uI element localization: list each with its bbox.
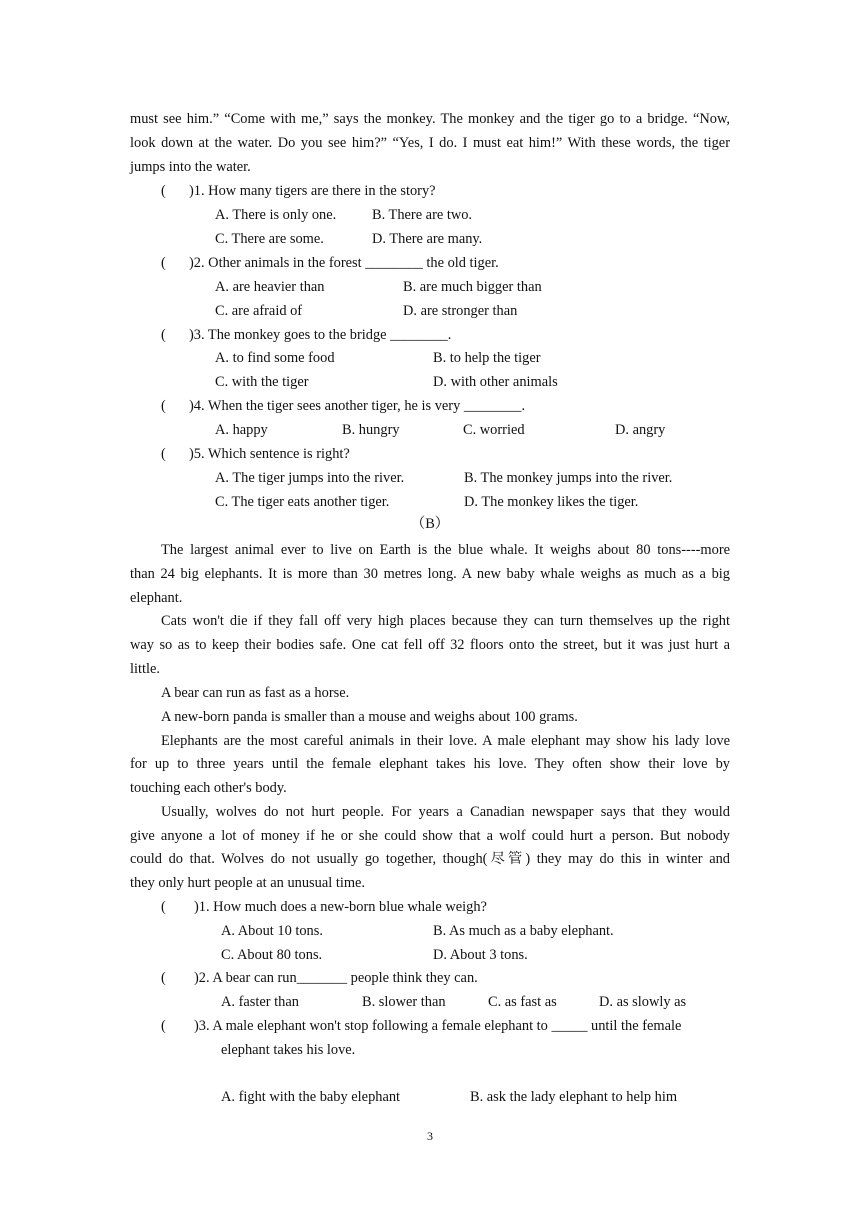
option-b: B. ask the lady elephant to help him <box>470 1089 678 1105</box>
answer-paren: ( <box>161 183 166 199</box>
answer-paren: ( <box>161 446 166 462</box>
option-c: C. About 80 tons. <box>221 947 323 963</box>
question-stem: )1. How many tigers are there in the story? <box>189 183 436 199</box>
option-a: A. are heavier than <box>215 279 325 295</box>
option-c: C. are afraid of <box>215 303 303 319</box>
option-c: C. There are some. <box>215 231 324 247</box>
passage-line: they only hurt people at an unusual time. <box>130 875 365 891</box>
passage-line: than 24 big elephants. It is more than 30 metres long. A new baby whale weighs as much as a big <box>130 566 730 582</box>
option-d: D. The monkey likes the tiger. <box>464 494 639 510</box>
option-a: A. happy <box>215 422 268 438</box>
option-b: B. to help the tiger <box>433 350 541 366</box>
option-a: A. There is only one. <box>215 207 337 223</box>
answer-paren: ( <box>161 899 166 915</box>
passage-line: The largest animal ever to live on Earth is the blue whale. It weighs about 80 tons----more <box>161 542 730 558</box>
question-stem: )2. Other animals in the forest ________ the old tiger. <box>189 255 499 271</box>
passage-line: for up to three years until the female elephant takes his love. They often show their love by <box>130 756 730 772</box>
question-stem: )5. Which sentence is right? <box>189 446 350 462</box>
passage-line: touching each other's body. <box>130 780 287 796</box>
option-b: B. hungry <box>342 422 400 438</box>
passage-line: jumps into the water. <box>130 159 251 175</box>
answer-paren: ( <box>161 970 166 986</box>
passage-line: Usually, wolves do not hurt people. For years a Canadian newspaper says that they would <box>161 804 730 820</box>
option-d: D. with other animals <box>433 374 558 390</box>
passage-line: Elephants are the most careful animals in their love. A male elephant may show his lady love <box>161 733 730 749</box>
answer-paren: ( <box>161 327 166 343</box>
option-a: A. About 10 tons. <box>221 923 323 939</box>
option-a: A. to find some food <box>215 350 335 366</box>
passage-line: way so as to keep their bodies safe. One cat fell off 32 floors onto the street, but it was just hurt a <box>130 637 730 653</box>
passage-line: elephant. <box>130 590 183 606</box>
passage-line: give anyone a lot of money if he or she could show that a wolf could hurt a person. But nobody <box>130 828 730 844</box>
question-stem: )4. When the tiger sees another tiger, he is very ________. <box>189 398 526 414</box>
question-stem: )3. A male elephant won't stop following a female elephant to _____ until the female <box>194 1018 682 1034</box>
option-b: B. are much bigger than <box>403 279 542 295</box>
question-stem: )3. The monkey goes to the bridge ________. <box>189 327 452 343</box>
passage-line: little. <box>130 661 160 677</box>
section-heading: （B） <box>410 516 450 532</box>
option-d: D. About 3 tons. <box>433 947 528 963</box>
option-c: C. as fast as <box>488 994 557 1010</box>
option-a: A. faster than <box>221 994 299 1010</box>
option-b: B. As much as a baby elephant. <box>433 923 614 939</box>
passage-line: A new-born panda is smaller than a mouse and weighs about 100 grams. <box>161 709 578 725</box>
passage-line: Cats won't die if they fall off very high places because they can turn themselves up the right <box>161 613 730 629</box>
question-stem: )1. How much does a new-born blue whale weigh? <box>194 899 487 915</box>
passage-line: could do that. Wolves do not usually go together, though(尽管) they may do this in winter and <box>130 851 730 867</box>
passage-line: look down at the water. Do you see him?” “Yes, I do. I must eat him!” With these words, the tiger <box>130 135 730 151</box>
question-stem: )2. A bear can run_______ people think they can. <box>194 970 478 986</box>
option-c: C. worried <box>463 422 525 438</box>
option-a: A. The tiger jumps into the river. <box>215 470 405 486</box>
option-b: B. slower than <box>362 994 446 1010</box>
page-number: 3 <box>427 1129 433 1143</box>
passage-line: must see him.” “Come with me,” says the monkey. The monkey and the tiger go to a bridge. “Now, <box>130 111 730 127</box>
option-c: C. The tiger eats another tiger. <box>215 494 390 510</box>
option-d: D. as slowly as <box>599 994 687 1010</box>
option-d: D. are stronger than <box>403 303 518 319</box>
answer-paren: ( <box>161 1018 166 1034</box>
option-b: B. The monkey jumps into the river. <box>464 470 673 486</box>
passage-line: A bear can run as fast as a horse. <box>161 685 350 701</box>
option-d: D. angry <box>615 422 666 438</box>
option-a: A. fight with the baby elephant <box>221 1089 401 1105</box>
question-stem-continued: elephant takes his love. <box>221 1042 356 1058</box>
answer-paren: ( <box>161 255 166 271</box>
option-d: D. There are many. <box>372 231 483 247</box>
answer-paren: ( <box>161 398 166 414</box>
option-b: B. There are two. <box>372 207 473 223</box>
option-c: C. with the tiger <box>215 374 309 390</box>
